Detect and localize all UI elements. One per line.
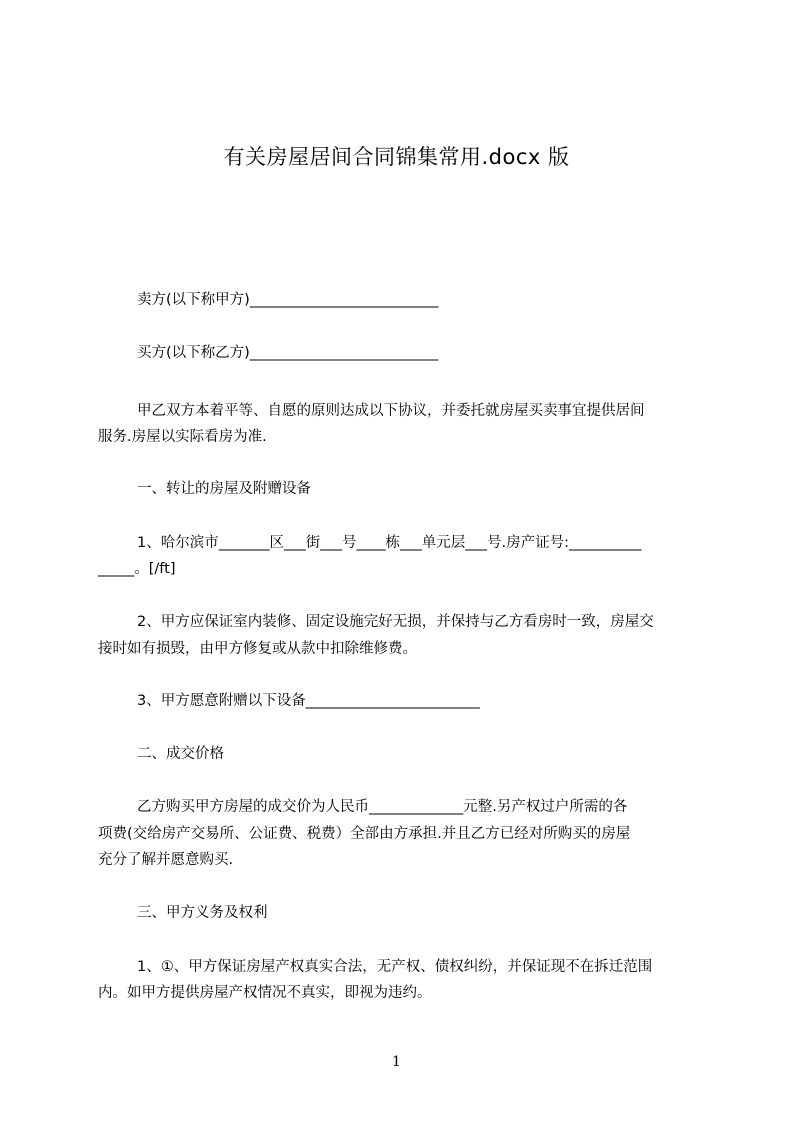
- price-paragraph-line: 乙方购买甲方房屋的成交价为人民币_____________元整.另产权过户所需的各: [137, 799, 628, 815]
- clause-2-line: 2、甲方应保证室内装修、固定设施完好无损，并保持与乙方看房时一致，房屋交: [137, 614, 654, 630]
- duty-1-line: 1、①、甲方保证房屋产权真实合法，无产权、债权纠纷，并保证现不在拆迁范围: [137, 959, 653, 975]
- document-title: 有关房屋居间合同锦集常用.docx 版: [223, 145, 570, 169]
- price-paragraph-line: 充分了解并愿意购买.: [98, 852, 234, 868]
- section-heading-seller-duties: 三、甲方义务及权利: [137, 905, 268, 921]
- seller-line: 卖方(以下称甲方)__________________________: [137, 292, 439, 308]
- duty-1-line: 内。如甲方提供房屋产权情况不真实，即视为违约。: [98, 985, 432, 1001]
- buyer-line: 买方(以下称乙方)__________________________: [137, 345, 439, 361]
- clause-2-line: 接时如有损毁，由甲方修复或从款中扣除维修费。: [98, 641, 417, 657]
- intro-paragraph-line: 甲乙双方本着平等、自愿的原则达成以下协议，并委托就房屋买卖事宜提供居间: [137, 403, 645, 419]
- clause-1-line: 1、哈尔滨市_______区___街___号____栋___单元层___号.房产证号:__________: [137, 535, 642, 551]
- clause-3-line: 3、甲方愿意附赠以下设备________________________: [137, 693, 480, 709]
- section-heading-property: 一、转让的房屋及附赠设备: [137, 481, 311, 497]
- price-paragraph-line: 项费(交给房产交易所、公证费、税费）全部由方承担.并且乙方已经对所购买的房屋: [98, 826, 631, 842]
- clause-1-line: _____。[/ft]: [98, 561, 176, 577]
- page-number: 1: [392, 1054, 401, 1070]
- intro-paragraph-line: 服务.房屋以实际看房为准.: [98, 429, 267, 445]
- section-heading-price: 二、成交价格: [137, 746, 224, 762]
